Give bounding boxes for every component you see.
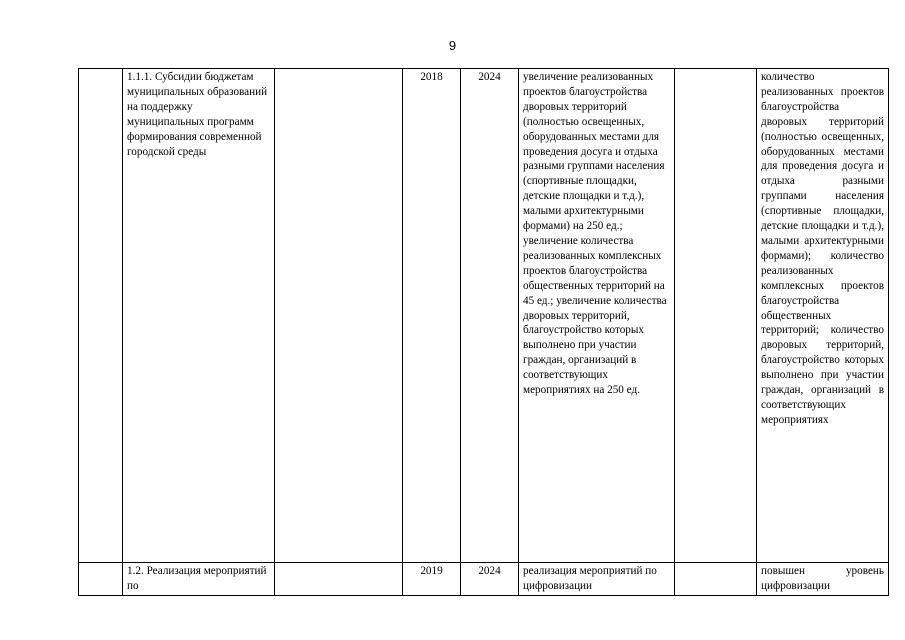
empty-cell <box>79 563 123 596</box>
empty-cell <box>675 563 757 596</box>
empty-cell <box>675 69 757 563</box>
expected-results-text: увеличение реализованных проектов благоустройства дворовых территорий (полностью освещенных, оборудованных местами для проведения досуга и отдыха разными группами населения (спортивные площадки, детские площадки и т.д.), малыми архитектурными формами) на 250 ед.; увеличение количества реализованных комплексных проектов благоустройства общественных территорий на 45 ед.; увеличение количества дворовых территорий, благоустройство которых выполнено при участии граждан, организаций в соответствующих мероприятиях на 250 ед. <box>523 71 667 397</box>
year-end-cell: 2024 <box>461 563 519 596</box>
program-table <box>78 68 889 596</box>
page-number: 9 <box>448 38 457 53</box>
empty-cell <box>79 69 123 563</box>
empty-cell <box>275 563 403 596</box>
measure-name-text: 1.2. Реализация мероприятий по <box>127 565 267 592</box>
indicators-cell <box>757 563 889 596</box>
table-row <box>79 563 889 596</box>
indicators-cell <box>757 69 889 563</box>
expected-results-cell <box>519 563 675 596</box>
measure-name-text: 1.1.1. Субсидии бюджетам муниципальных образований на поддержку муниципальных программ формирования современной городской среды <box>127 71 268 158</box>
year-start-cell: 2018 <box>403 69 461 563</box>
measure-name-cell <box>123 69 275 563</box>
year-end-cell: 2024 <box>461 69 519 563</box>
empty-cell <box>275 69 403 563</box>
measure-name-cell <box>123 563 275 596</box>
year-start-cell: 2019 <box>403 563 461 596</box>
indicators-text: количество реализованных проектов благоустройства дворовых территорий (полностью освещенных, оборудованных местами для проведения досуга и отдыха разными группами населения (спортивные площадки, детские площадки и т.д.), малыми архитектурными формами); количество реализованных комплексных проектов благоустройства общественных территорий; количество дворовых территорий, благоустройство которых выполнено при участии граждан, организаций в соответствующих мероприятиях <box>761 71 884 426</box>
expected-results-text: реализация мероприятий по цифровизации <box>523 565 657 592</box>
indicators-text: повышен уровень цифровизации <box>761 565 884 592</box>
table-row <box>79 69 889 563</box>
expected-results-cell <box>519 69 675 563</box>
